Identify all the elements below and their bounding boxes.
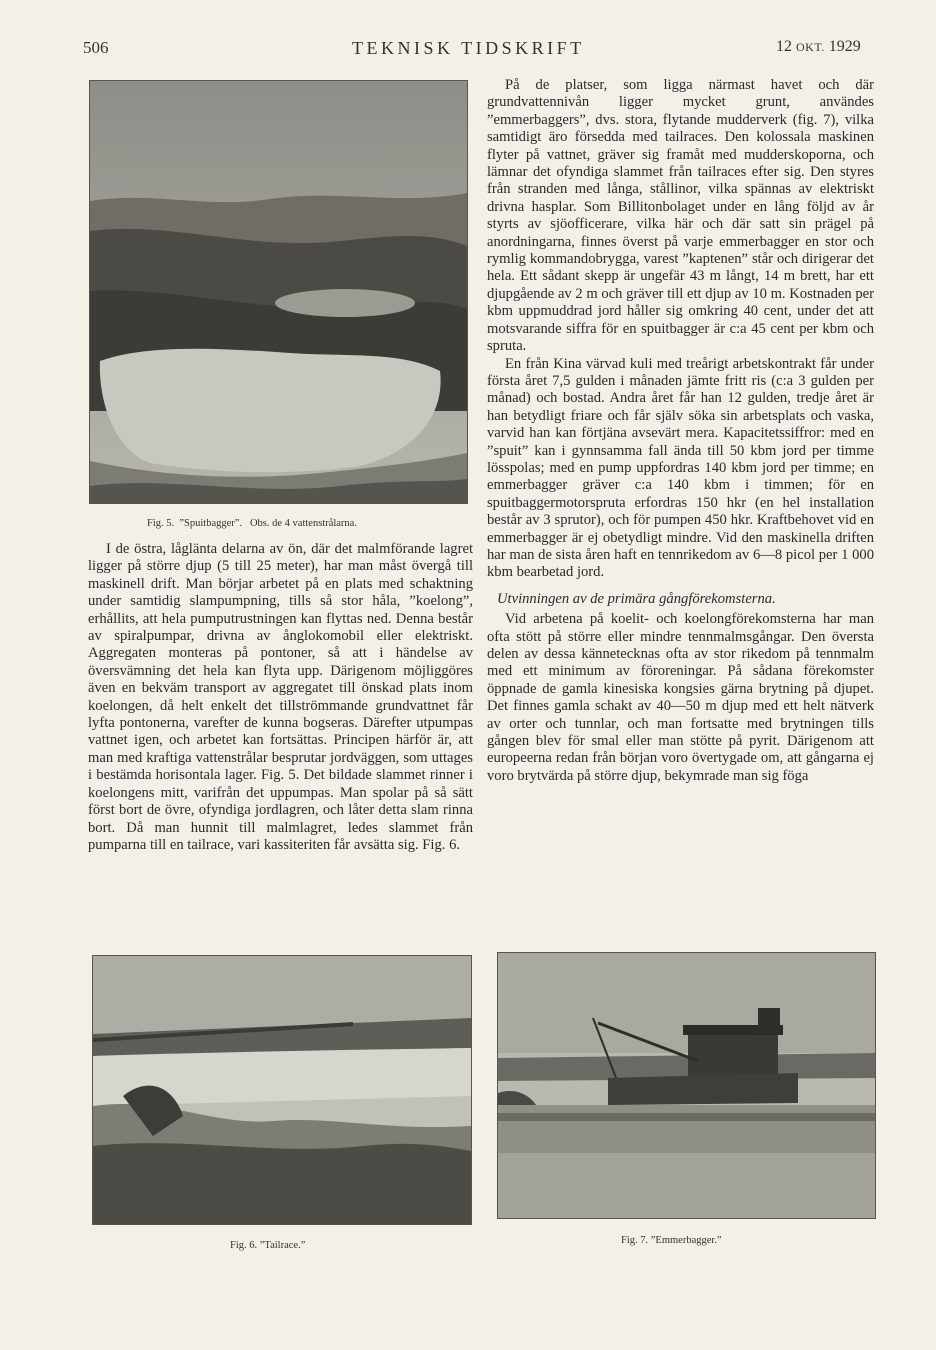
issue-month: OKT. <box>796 40 825 54</box>
figure-5-note: Obs. de 4 vattenstrålarna. <box>249 518 357 529</box>
page-number: 506 <box>83 38 109 57</box>
figure-5-photo <box>89 80 468 504</box>
left-paragraph-1: I de östra, låglänta delarna av ön, där det malmförande lagret ligger på större djup (5 till 25 meter), har man måst övergå till maskinell drift. Man börjar arbetet på en plats med schaktning under samtidig slampumpning, tills så stor håla, ”koelong”, erhållits, att hela pumputrustningen kan flyttas ned. Denna består av spiralpumpar, drivna av ånglokomobil eller elektriskt. Aggregaten monteras på pontoner, så att i händelse av översvämning det hela kan flyta upp. Därigenom möjliggöres även en bekväm transport av aggregatet till önskad plats inom koelongen, då helt enkelt det tillströmmande grundvattnet får lyfta pontonerna, varefter de kunna bogseras. Därefter utpumpas vattnet igen, och arbetet kan fortsättas. Principen härför är, att man med kraftiga vattenstrålar besprutar jordväggen, som uttages i bestämda horisontala lager. Fig. 5. Det bildade slammet rinner i koelongens mitt, varifrån det uppumpas. Man spolar på så sätt först bort de övre, ofyndiga jordlagren, och låter detta slam rinna bort. Då man hunnit till malmlagret, ledes slammet från pumparna till en tailrace, vari kassiteriten får avsätta sig. Fig. 6. <box>88 541 473 853</box>
figure-6-photo <box>92 955 472 1225</box>
issue-day: 12 <box>776 38 792 55</box>
journal-title: TEKNISK TIDSKRIFT <box>352 38 585 58</box>
figure-5-number: Fig. 5. <box>147 518 175 529</box>
figure-7-photo <box>497 952 876 1219</box>
issue-year: 1929 <box>828 38 861 55</box>
right-column <box>487 77 874 785</box>
right-paragraph-1: På de platser, som ligga närmast havet och där grundvattennivån ligger mycket grunt, användes ”emmerbaggers”, dvs. stora, flytande mudderverk (fig. 7), vilka samtidigt äro försedda med tailraces. Den kolossala maskinen flyter på vattnet, gräver sig framåt med mudderskoporna, och lämnar det ofyndiga slammet från tailraces efter sig. Den styres från stranden med långa, stållinor, vilka spännas av elektriskt drivna hasplar. Som Billitonbolaget under en lång följd av år styrts av sjöofficerare, vilka här och där satt sin prägel på anordningarna, finnes överst på varje emmerbagger en stor och rymlig kommandobrygga, varest ”kaptenen” står och dirigerar det hela. Ett sådant skepp är ungefär 43 m långt, 14 m brett, har ett djupgående av 2 m och gräver till ett djup av 10 m. Kostnaden per kbm uppmuddrad jord håller sig omkring 40 cent, under det att motsvarande siffra för en spuitbagger är c:a 45 cent per kbm och spruta. <box>487 77 874 355</box>
figure-5-caption <box>147 518 357 529</box>
right-paragraph-2: En från Kina värvad kuli med treårigt arbetskontrakt får under första året 7,5 gulden i månaden jämte fritt ris (c:a 3 gulden per månad) och bostad. Andra året får han 12 gulden, tredje året är han betydligt friare och får själv söka sin arbetsplats och vaska, varvid han kan förtjäna avsevärt mera. Kapacitetssiffror: med en ”spuit” kan i gynnsamma fall ända till 50 kbm jord per timme lösspolas; med en pump uppfordras 140 kbm jord per timme; en emmerbagger gräver c:a 140 kbm i timmen; för en spuitbaggermotorspruta erfordras 150 hkr (en hel installation består av 3 sprutor), och för pumpen 450 hkr. Kraftbehovet vid en emmerbagger är ej obetydligt mindre. Vid den maskinella driften har man de sista åren haft en tennrikedom av 6—8 picol per 1 000 kbm bearbetad jord. <box>487 355 874 581</box>
figure-5-title: ”Spuitbagger”. <box>179 518 243 529</box>
issue-date <box>776 38 861 56</box>
right-paragraph-3: Vid arbetena på koelit- och koelongförekomsterna har man ofta stött på större eller mindre tennmalmsgångar. Den översta delen av dessa kännetecknas ofta av stor rikedom på tennmalm med ett minimum av föroreningar. På sådana förekomster öppnade de gamla kinesiska kongsies gärna brytning på djupet. Det finnes gamla schakt av 40—50 m djup med ett helt nätverk av orter och tunnlar, och man fortsatte med brytningen tills gången blev för smal eller man stötte på pyrit. Därigenom att europeerna redan från början voro övertygade om, att gångarna ej voro brytvärda på större djup, bekymrade man sig föga <box>487 611 874 784</box>
section-heading: Utvinningen av de primära gångförekomsterna. <box>497 590 776 607</box>
left-column <box>88 541 473 854</box>
figure-6-caption: Fig. 6. ”Tailrace.” <box>230 1240 306 1251</box>
figure-7-caption: Fig. 7. ”Emmerbagger.” <box>621 1235 722 1246</box>
